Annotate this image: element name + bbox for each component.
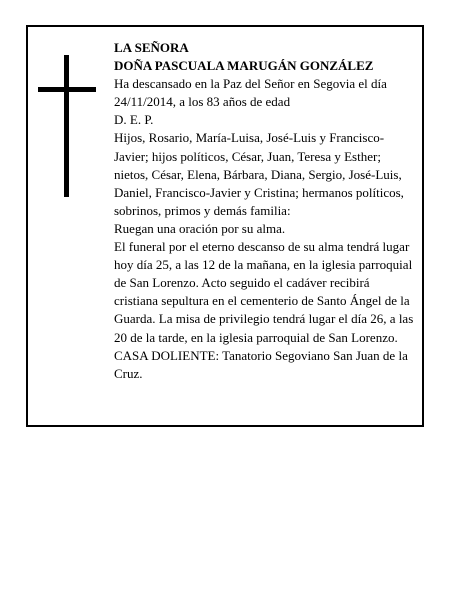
cross-vertical-bar [64, 55, 69, 197]
dep-abbreviation: D. E. P. [114, 112, 154, 128]
cross-horizontal-bar [38, 87, 96, 92]
family-list: Hijos, Rosario, María-Luisa, José-Luis y Francisco-Javier; hijos políticos, César, Juan, Teresa y Esther; nietos, César, Elena, Bárbara, Diana, Sergio, José-Luis, Daniel, Francisco-Javier y Cristina; hermanos políticos, sobrinos, primos y demás familia: [114, 130, 404, 218]
prayer-request: Ruegan una oración por su alma. [114, 220, 286, 236]
deceased-name: DOÑA PASCUALA MARUGÁN GONZÁLEZ [114, 58, 374, 74]
deceased-title: LA SEÑORA [114, 40, 189, 55]
cross-icon [38, 55, 96, 197]
funeral-home: CASA DOLIENTE: Tanatorio Segoviano San Juan de la Cruz. [114, 347, 408, 381]
funeral-details: El funeral por el eterno descanso de su alma tendrá lugar hoy día 25, a las 12 de la mañana, en la iglesia parroquial de San Lorenzo. Acto seguido el cadáver recibirá cristiana sepultura en el cementerio de Santo Ángel de la Guarda. La misa de privilegio tendrá lugar el día 26, a las 20 de la tarde, en la iglesia parroquial de San Lorenzo. [114, 239, 414, 345]
death-statement: Ha descansado en la Paz del Señor en Segovia el día 24/11/2014, a los 83 años de edad [114, 76, 387, 110]
obituary-text [114, 39, 414, 383]
